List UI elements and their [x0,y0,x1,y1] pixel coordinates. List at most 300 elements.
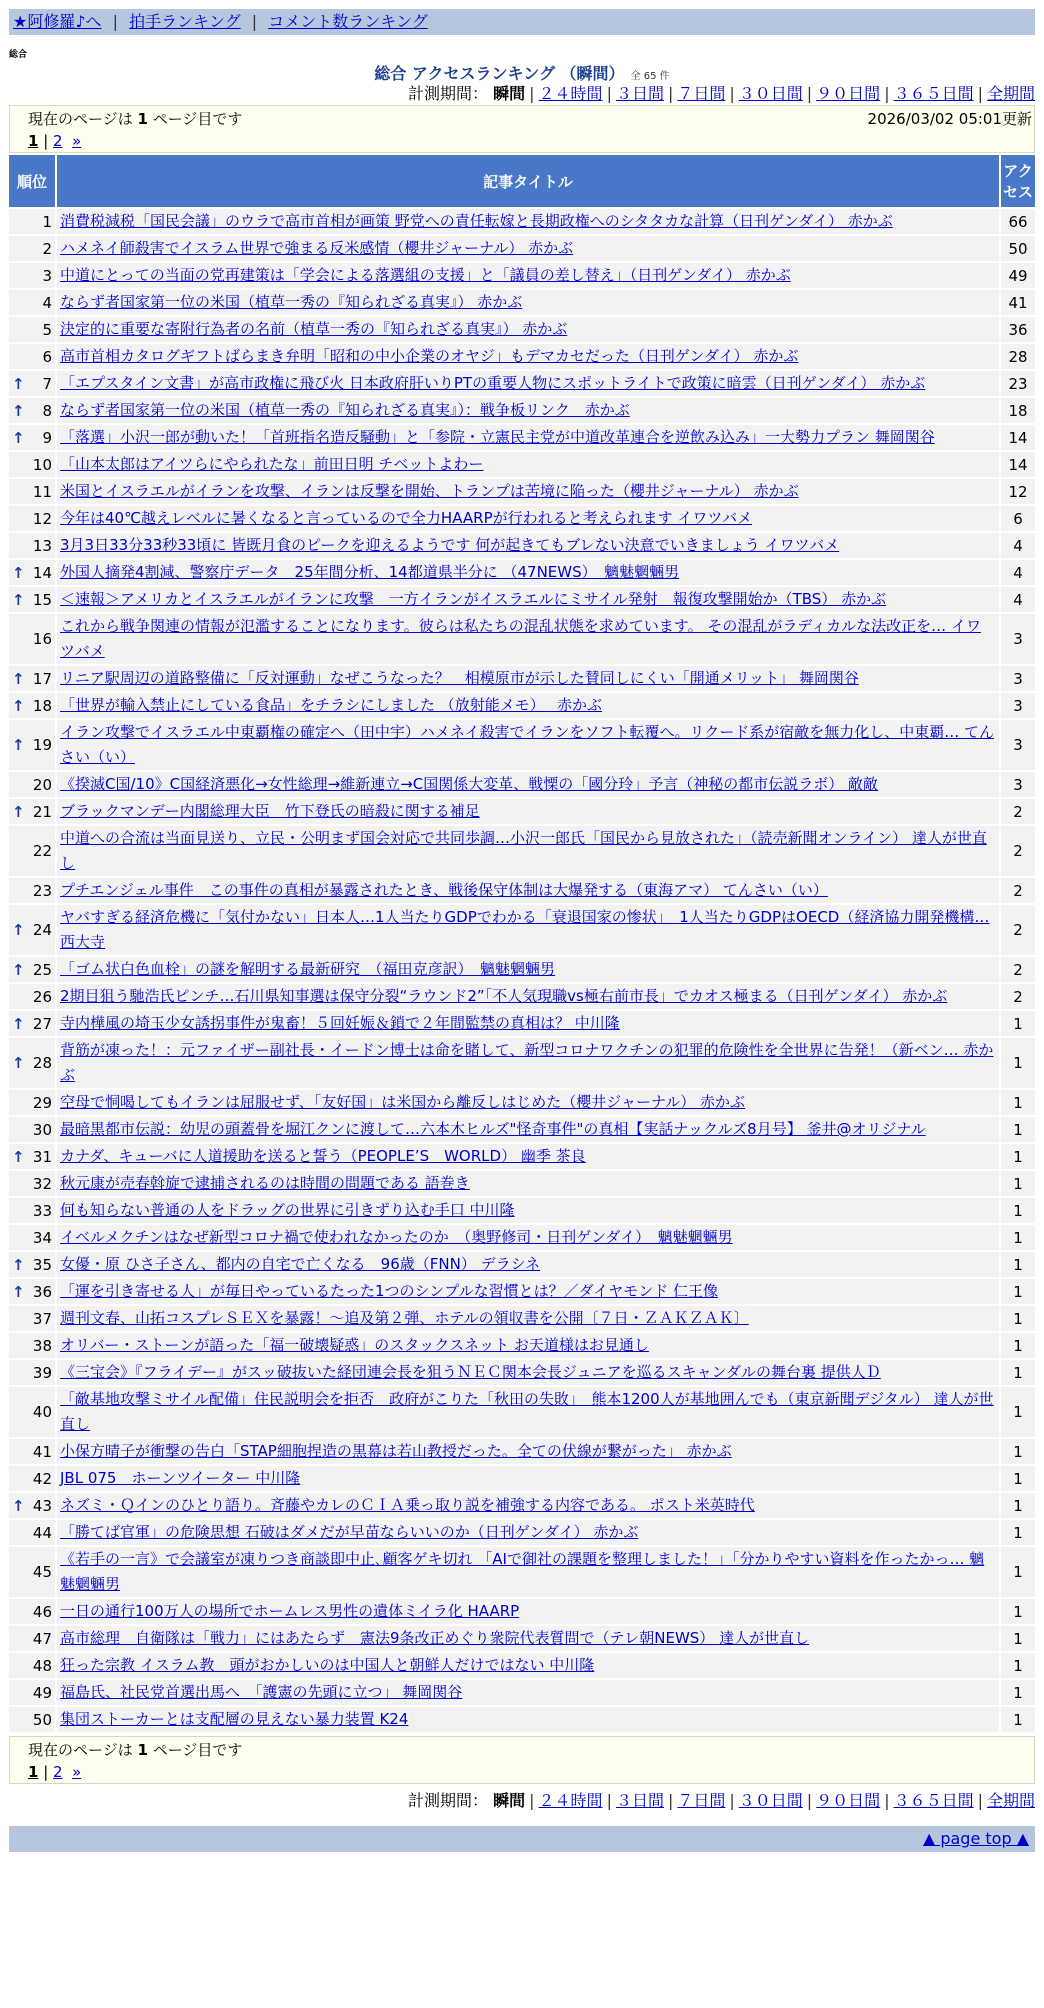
article-link[interactable]: ならず者国家第一位の米国（植草一秀の『知られざる真実』）：戦争板リンク 赤かぶ [60,401,630,419]
access-count: 14 [1001,452,1035,477]
title-cell [57,209,999,234]
access-count: 1 [1001,1547,1035,1597]
access-count: 3 [1001,614,1035,664]
period-current: 瞬間 [493,84,526,103]
next-page-link[interactable]: » [72,1763,82,1781]
article-link[interactable]: 何も知らない普通の人をドラッグの世界に引きずり込む手口 中川隆 [60,1201,515,1219]
rank-number: 47 [32,1629,52,1648]
access-count: 3 [1001,772,1035,797]
title-cell [57,720,999,770]
access-count: 2 [1001,905,1035,955]
rank-number: 1 [42,212,52,231]
article-link[interactable]: ブラックマンデー内閣総理大臣 竹下登氏の暗殺に関する補足 [60,802,480,820]
rank-cell [9,317,55,342]
comment-ranking-link[interactable]: コメント数ランキング [268,12,428,31]
table-row [9,1198,1035,1223]
article-link[interactable]: 高市総理 自衛隊は「戦力」にはあたらず 憲法9条改正めぐり衆院代表質問で（テレ朝NEWS） 達人が世直し [60,1629,810,1647]
period-separator: | [529,84,535,103]
table-row [9,398,1035,423]
rank-cell [9,720,55,770]
period-separator: | [729,1791,735,1810]
article-link[interactable]: 「山本太郎はアイツらにやられたな」前田日明 チベットよわー [60,455,484,473]
rank-up-icon: ↑ [12,374,25,393]
title-cell [57,479,999,504]
access-count: 1 [1001,1466,1035,1491]
rank-number: 36 [32,1282,52,1301]
article-link[interactable]: 「エプスタイン文書」が高市政権に飛び火 日本政府肝いりPTの重要人物にスポットライトで政策に暗雲（日刊ゲンダイ） 赤かぶ [60,374,926,392]
article-link[interactable]: 決定的に重要な寄附行為者の名前（植草一秀の『知られざる真実』） 赤かぶ [60,320,568,338]
article-link[interactable]: 小保方晴子が衝撃の告白「STAP細胞捏造の黒幕は若山教授だった。全ての伏線が繋がった」 赤かぶ [60,1442,732,1460]
title-cell [57,236,999,261]
access-count: 49 [1001,263,1035,288]
article-link[interactable]: 空母で恫喝してもイランは屈服せず、「友好国」は米国から離反しはじめた（櫻井ジャーナル） 赤かぶ [60,1093,746,1111]
rank-cell [9,1360,55,1385]
access-count: 36 [1001,317,1035,342]
title-cell [57,317,999,342]
period-link[interactable]: 全期間 [986,1791,1035,1810]
title-cell [57,290,999,315]
rank-number: 11 [32,482,52,501]
title-cell [57,1653,999,1678]
access-count: 1 [1001,1707,1035,1732]
access-count: 1 [1001,1333,1035,1358]
pager-bottom: 1 | 2 » [28,1763,82,1781]
article-link[interactable]: カナダ、キューバに人道援助を送ると誓う（PEOPLE’S WORLD） 幽季 茶良 [60,1147,586,1165]
article-link[interactable]: 最暗黒都市伝説：幼児の頭蓋骨を堀江クンに渡して…六本木ヒルズ"怪奇事件"の真相【実話ナックルズ8月号】 釜井@オリジナル [60,1120,926,1138]
rank-cell [9,1011,55,1036]
article-link[interactable]: 《三宝会》『フライデー』がスッ破抜いた経団連会長を狙うＮＥＣ関本会長ジュニアを巡るスキャンダルの舞台裏 提供人Ｄ [60,1363,881,1381]
title-cell [57,1198,999,1223]
rank-number: 30 [32,1120,52,1139]
rank-cell [9,666,55,691]
title-cell [57,371,999,396]
article-link[interactable]: 「落選」小沢一郎が動いた！「首班指名造反騒動」と「参院・立憲民主党が中道改革連合を逆飲み込み」一大勢力プラン 舞岡関谷 [60,428,935,446]
article-link[interactable]: 米国とイスラエルがイランを攻撃、イランは反撃を開始、トランプは苦境に陥った（櫻井ジャーナル） 赤かぶ [60,482,799,500]
table-row [9,1707,1035,1732]
title-cell [57,560,999,585]
rank-up-icon: ↑ [12,696,25,715]
rank-cell [9,772,55,797]
period-label: 計測期間： [408,1791,489,1810]
access-count: 3 [1001,693,1035,718]
access-count: 28 [1001,344,1035,369]
rank-cell [9,1333,55,1358]
rank-up-icon: ↑ [12,563,25,582]
title-cell [57,799,999,824]
table-row [9,1466,1035,1491]
table-row [9,693,1035,718]
access-count: 2 [1001,957,1035,982]
period-link[interactable]: ３６５日間 [893,84,974,103]
rank-number: 16 [32,630,52,648]
title-cell [57,826,999,876]
title-cell [57,1090,999,1115]
rank-number: 48 [32,1656,52,1675]
rank-cell [9,236,55,261]
rank-cell [9,1144,55,1169]
access-count: 1 [1001,1279,1035,1304]
title-cell [57,452,999,477]
table-row [9,614,1035,664]
access-count: 2 [1001,826,1035,876]
title-cell [57,1707,999,1732]
rank-up-icon: ↑ [12,1496,25,1515]
article-link[interactable]: 週刊文春、山拓コスプレＳＥＸを暴露！～追及第２弾、ホテルの領収書を公開〔７日・ＺＡＫＺＡＫ〕 [60,1309,749,1327]
rank-number: 39 [32,1363,52,1382]
rank-number: 43 [32,1496,52,1515]
rank-up-icon: ↑ [12,736,25,754]
rank-cell [9,826,55,876]
article-link[interactable]: 中道への合流は当面見送り、立民・公明まず国会対応で共同歩調…小沢一郎氏「国民から見放された」（読売新聞オンライン） 達人が世直し [60,829,987,872]
article-link[interactable]: 「運を引き寄せる人」が毎日やっているたった1つのシンプルな習慣とは？／ダイヤモンド 仁王像 [60,1282,719,1300]
period-separator: | [606,1791,612,1810]
rank-up-icon: ↑ [12,1282,25,1301]
period-link[interactable]: ３６５日間 [893,1791,974,1810]
access-count: 1 [1001,1225,1035,1250]
page-2-link[interactable]: 2 [53,132,63,150]
article-link[interactable]: JBL 075 ホーンツイーター 中川隆 [60,1469,301,1487]
title-cell [57,1171,999,1196]
nav-separator: | [112,12,119,31]
period-separator: | [667,1791,674,1810]
rank-number: 32 [32,1174,52,1193]
rank-number: 25 [32,960,52,979]
rank-number: 50 [32,1710,52,1729]
article-link[interactable]: これから戦争関連の情報が氾濫することになります。彼らは私たちの混乱状態を求めています。 その混乱がラディカルな法改正を… イワツバメ [60,617,981,660]
access-count: 1 [1001,1360,1035,1385]
table-row [9,666,1035,691]
access-count: 1 [1001,1599,1035,1624]
access-count: 2 [1001,878,1035,903]
table-row [9,560,1035,585]
table-row [9,506,1035,531]
title-cell [57,1038,999,1088]
table-row [9,1038,1035,1088]
rank-cell [9,1171,55,1196]
table-row [9,587,1035,612]
rank-cell [9,209,55,234]
rank-up-icon: ↑ [12,1147,25,1166]
page-1-link[interactable]: 1 [28,1763,39,1781]
article-link[interactable]: 背筋が凍った！：元ファイザー副社長・イードン博士は命を賭して、新型コロナワクチンの犯罪的危険性を全世界に告発！（新ベン… 赤かぶ [60,1041,994,1084]
home-link[interactable]: ★阿修羅♪へ [13,12,102,31]
title-cell [57,398,999,423]
table-row [9,290,1035,315]
rank-number: 26 [32,987,52,1006]
rank-up-icon: ↑ [12,590,25,609]
title-cell [57,506,999,531]
period-separator: | [977,84,983,103]
access-count: 1 [1001,1653,1035,1678]
rank-cell [9,1090,55,1115]
title-cell [57,1599,999,1624]
rank-number: 38 [32,1336,52,1355]
access-count: 14 [1001,425,1035,450]
article-link[interactable]: プチエンジェル事件 この事件の真相が暴露されたとき、戦後保守体制は大爆発する（東海アマ） てんさい（い） [60,881,828,899]
title-cell [57,957,999,982]
rank-cell [9,984,55,1009]
article-link[interactable]: 「勝てば官軍」の危険思想 石破はダメだが早苗ならいいのか（日刊ゲンダイ） 赤かぶ [60,1523,639,1541]
article-link[interactable]: ハメネイ師殺害でイスラム世界で強まる反米感情（櫻井ジャーナル） 赤かぶ [60,239,574,257]
rank-number: 29 [32,1093,52,1112]
rank-cell [9,263,55,288]
table-row [9,209,1035,234]
table-row [9,1306,1035,1331]
rank-up-icon: ↑ [12,1255,25,1274]
access-count: 1 [1001,1117,1035,1142]
rank-number: 8 [42,401,52,420]
table-row [9,1680,1035,1705]
rank-number: 9 [42,428,52,447]
rank-up-icon: ↑ [12,1054,25,1072]
article-link[interactable]: ネズミ・Ｑインのひとり語り。斉藤やカレのＣＩＡ乗っ取り説を補強する内容である。 ポスト米英時代 [60,1496,755,1514]
period-link[interactable]: 全期間 [986,84,1035,103]
period-selector-bottom [9,1790,1035,1812]
rank-number: 42 [32,1469,52,1488]
title-cell [57,425,999,450]
period-link[interactable]: ３０日間 [738,1791,803,1810]
table-row [9,317,1035,342]
rank-up-icon: ↑ [12,802,25,821]
next-page-link[interactable]: » [72,132,82,150]
period-link[interactable]: ３日間 [615,1791,664,1810]
rank-number: 35 [32,1255,52,1274]
title-cell [57,587,999,612]
rank-cell [9,1387,55,1437]
rank-number: 12 [32,509,52,528]
rank-number: 23 [32,881,52,900]
table-row [9,1547,1035,1597]
table-row [9,425,1035,450]
access-count: 1 [1001,1387,1035,1437]
rank-number: 13 [32,536,52,555]
rank-up-icon: ↑ [12,669,25,688]
rank-number: 7 [42,374,52,393]
table-row [9,1279,1035,1304]
page-top-link[interactable]: ▲ page top ▲ [922,1829,1029,1848]
applause-ranking-link[interactable]: 拍手ランキング [129,12,241,31]
table-row [9,344,1035,369]
article-link[interactable]: ＜速報＞アメリカとイスラエルがイランに攻撃 一方イランがイスラエルにミサイル発射 報復攻撃開始か（TBS） 赤かぶ [60,590,887,608]
table-row [9,878,1035,903]
ranking-table [7,153,1037,1734]
period-link[interactable]: ２４時間 [538,1791,603,1810]
rank-cell [9,1306,55,1331]
period-link[interactable]: ９０日間 [816,84,881,103]
rank-cell [9,693,55,718]
period-link[interactable]: ３日間 [615,84,664,103]
rank-number: 24 [32,921,52,939]
table-row [9,1387,1035,1437]
rank-cell [9,1680,55,1705]
rank-cell [9,560,55,585]
period-separator: | [667,84,674,103]
article-link[interactable]: ならず者国家第一位の米国（植草一秀の『知られざる真実』） 赤かぶ [60,293,523,311]
article-link[interactable]: 「世界が輸入禁止にしている食品」をチラシにしました （放射能メモ） 赤かぶ [60,696,603,714]
access-count: 23 [1001,371,1035,396]
rank-cell [9,878,55,903]
rank-number: 45 [32,1563,52,1581]
rank-number: 46 [32,1602,52,1621]
table-row [9,1493,1035,1518]
rank-number: 31 [32,1147,52,1166]
article-link[interactable]: 3月3日33分33秒33頃に 皆既月食のピークを迎えるようです 何が起きてもブレない決意でいきましょう イワツバメ [60,536,840,554]
table-row [9,1117,1035,1142]
table-row [9,371,1035,396]
access-count: 1 [1001,1090,1035,1115]
rank-cell [9,506,55,531]
article-link[interactable]: 寺内樺風の埼玉少女誘拐事件が鬼畜！５回妊娠＆鎖で２年間監禁の真相は？ 中川隆 [60,1014,620,1032]
access-count: 1 [1001,1198,1035,1223]
table-row [9,984,1035,1009]
table-row [9,1225,1035,1250]
rank-cell [9,344,55,369]
article-link[interactable]: ヤバすぎる経済危機に「気付かない」日本人…1人当たりGDPでわかる「衰退国家の惨状」 1人当たりGDPはOECD（経済協力開発機構… 西大寺 [60,908,990,951]
access-count: 3 [1001,720,1035,770]
table-row [9,1360,1035,1385]
rank-cell [9,1038,55,1088]
rank-number: 10 [32,455,52,474]
period-link[interactable]: ３０日間 [738,84,803,103]
article-link[interactable]: イベルメクチンはなぜ新型コロナ禍で使われなかったのか （奥野修司・日刊ゲンダイ） 魑魅魍魎男 [60,1228,733,1246]
table-row [9,772,1035,797]
nav-separator: | [251,12,258,31]
title-cell [57,1680,999,1705]
title-cell [57,533,999,558]
article-link[interactable]: 福島氏、社民党首選出馬へ 「護憲の先頭に立つ」 舞岡関谷 [60,1683,463,1701]
article-link[interactable]: 一日の通行100万人の場所でホームレス男性の遺体ミイラ化 HAARP [60,1602,520,1620]
rank-number: 37 [32,1309,52,1328]
ranking-title-text: 総合 アクセスランキング （瞬間） [374,64,625,83]
article-link[interactable]: オリバー・ストーンが語った「福一破壊疑惑」のスタックスネット お天道様はお見通し [60,1336,649,1354]
table-row [9,452,1035,477]
table-row [9,236,1035,261]
access-count: 6 [1001,506,1035,531]
article-link[interactable]: 「敵基地攻撃ミサイル配備」住民説明会を拒否 政府がこりた「秋田の失敗」 熊本1200人が基地囲んでも（東京新聞デジタル） 達人が世直し [60,1390,994,1433]
rank-number: 21 [32,802,52,821]
rank-cell [9,1653,55,1678]
rank-cell [9,614,55,664]
access-count: 1 [1001,1306,1035,1331]
rank-cell [9,398,55,423]
period-separator: | [884,1791,890,1810]
access-count: 1 [1001,1011,1035,1036]
article-link[interactable]: 消費税減税「国民会議」のウラで高市首相が画策 野党への責任転嫁と長期政権へのシタタカな計算（日刊ゲンダイ） 赤かぶ [60,212,893,230]
rank-cell [9,1493,55,1518]
table-row [9,1333,1035,1358]
title-cell [57,1466,999,1491]
rank-up-icon: ↑ [12,428,25,447]
article-link[interactable]: 高市首相カタログギフトばらまき弁明「昭和の中小企業のオヤジ」もデマカセだった（日刊ゲンダイ） 赤かぶ [60,347,799,365]
table-row [9,799,1035,824]
rank-number: 40 [32,1403,52,1421]
rank-cell [9,587,55,612]
article-link[interactable]: 《揆滅C国/10》C国経済悪化→女性総理→維新連立→C国関係大変革、戦慄の「國分玲」予言（神秘の都市伝説ラボ） 敵敵 [60,775,879,793]
access-count: 2 [1001,984,1035,1009]
current-page-text: 現在のページは 1 ページ目です [28,1741,243,1759]
period-link[interactable]: ７日間 [677,1791,726,1810]
access-count: 1 [1001,1171,1035,1196]
section-label: 総合 [9,50,28,60]
page-2-link[interactable]: 2 [53,1763,63,1781]
title-cell [57,666,999,691]
period-link[interactable]: ９０日間 [816,1791,881,1810]
rank-number: 34 [32,1228,52,1247]
table-row [9,263,1035,288]
article-link[interactable]: 「ゴム状白色血栓」の謎を解明する最新研究 （福田克彦訳） 魑魅魍魎男 [60,960,556,978]
table-row [9,1252,1035,1277]
rank-cell [9,479,55,504]
access-count: 1 [1001,1520,1035,1545]
article-link[interactable]: リニア駅周辺の道路整備に「反対運動」なぜこうなった？ 相模原市が示した賛同しにくい「開通メリット」 舞岡関谷 [60,669,859,687]
period-link[interactable]: ２４時間 [538,84,603,103]
access-count: 12 [1001,479,1035,504]
title-cell [57,1626,999,1651]
article-link[interactable]: 外国人摘発4割減、警察庁データ 25年間分析、14都道県半分に （47NEWS） 魑魅魍魎男 [60,563,680,581]
table-row [9,1653,1035,1678]
rank-up-icon: ↑ [12,921,25,939]
access-count: 1 [1001,1439,1035,1464]
period-selector-top [9,83,1035,105]
rank-number: 27 [32,1014,52,1033]
rank-cell [9,799,55,824]
rank-number: 5 [42,320,52,339]
article-link[interactable]: 2期目狙う馳浩氏ピンチ…石川県知事選は保守分裂“ラウンド2”「不人気現職vs極右前市長」でカオス極まる（日刊ゲンダイ） 赤かぶ [60,987,948,1005]
article-link[interactable]: イラン攻撃でイスラエル中東覇権の確定へ（田中宇）ハメネイ殺害でイランをソフト転覆へ。リクード系が宿敵を無力化し、中東覇… てんさい（い） [60,723,995,766]
access-count: 1 [1001,1144,1035,1169]
table-row [9,1144,1035,1169]
rank-cell [9,1466,55,1491]
period-separator: | [977,1791,983,1810]
ranking-count: 全 65 件 [630,71,670,82]
period-separator: | [729,84,735,103]
period-separator: | [529,1791,535,1810]
table-row [9,1090,1035,1115]
article-link[interactable]: 狂った宗教 イスラム教 頭がおかしいのは中国人と朝鮮人だけではない 中川隆 [60,1656,595,1674]
rank-up-icon: ↑ [12,1014,25,1033]
rank-number: 22 [32,842,52,860]
access-count: 66 [1001,209,1035,234]
title-cell [57,1011,999,1036]
period-separator: | [806,1791,813,1810]
rank-number: 49 [32,1683,52,1702]
article-link[interactable]: 集団ストーカーとは支配層の見えない暴力装置 K24 [60,1710,409,1728]
table-row [9,533,1035,558]
page-info-box-bottom [9,1736,1035,1784]
rank-cell [9,371,55,396]
period-link[interactable]: ７日間 [677,84,726,103]
rank-cell [9,290,55,315]
rank-number: 44 [32,1523,52,1542]
rank-number: 33 [32,1201,52,1220]
article-link[interactable]: 今年は40℃越えレベルに暑くなると言っているので全力HAARPが行われると考えられます イワツバメ [60,509,753,527]
article-link[interactable]: 中道にとっての当面の党再建策は「学会による落選組の支援」と「議員の差し替え」（日刊ゲンダイ） 赤かぶ [60,266,791,284]
access-count: 50 [1001,236,1035,261]
access-count: 3 [1001,666,1035,691]
article-link[interactable]: 秋元康が売春斡旋で逮捕されるのは時間の問題である 語巻き [60,1174,470,1192]
table-row [9,1011,1035,1036]
title-cell [57,878,999,903]
rank-cell [9,1626,55,1651]
rank-number: 41 [32,1442,52,1461]
access-count: 4 [1001,587,1035,612]
rank-number: 6 [42,347,52,366]
rank-number: 28 [32,1054,52,1072]
article-link[interactable]: 女優・原 ひさ子さん、都内の自宅で亡くなる 96歳（FNN） デラシネ [60,1255,541,1273]
page-1-link[interactable]: 1 [28,132,39,150]
rank-cell [9,1520,55,1545]
article-link[interactable]: 《若手の一言》で会議室が凍りつき商談即中止､顧客ゲキ切れ 「AIで御社の課題を整理しました！｣「分かりやすい資料を作ったかっ… 魑魅魍魎男 [60,1550,985,1593]
